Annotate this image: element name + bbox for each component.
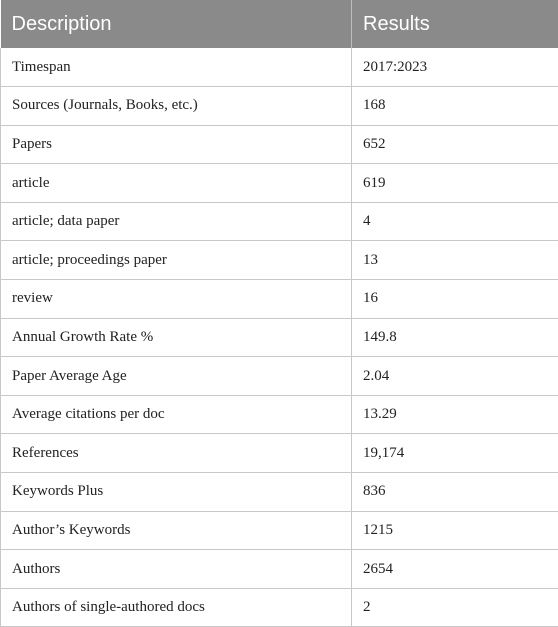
description-column-header: Description: [1, 0, 352, 48]
result-cell: 2: [352, 588, 558, 627]
description-cell: Authors of single-authored docs: [1, 588, 352, 627]
table-row: [1, 164, 558, 203]
result-cell: 13.29: [352, 395, 558, 434]
table-row: [1, 357, 558, 396]
table-header: [1, 0, 558, 48]
result-cell: 13: [352, 241, 558, 280]
result-cell: 149.8: [352, 318, 558, 357]
description-cell: Papers: [1, 125, 352, 164]
result-cell: 836: [352, 473, 558, 512]
description-cell: Sources (Journals, Books, etc.): [1, 87, 352, 126]
result-cell: 619: [352, 164, 558, 203]
description-cell: Author’s Keywords: [1, 511, 352, 550]
result-cell: 2.04: [352, 357, 558, 396]
description-cell: Authors: [1, 550, 352, 589]
header-row: [1, 0, 558, 48]
table-row: [1, 511, 558, 550]
table-row: [1, 125, 558, 164]
result-cell: 1215: [352, 511, 558, 550]
table-row: [1, 280, 558, 319]
description-cell: Timespan: [1, 48, 352, 87]
description-cell: review: [1, 280, 352, 319]
result-cell: 2654: [352, 550, 558, 589]
result-cell: 652: [352, 125, 558, 164]
table-row: [1, 434, 558, 473]
result-cell: 16: [352, 280, 558, 319]
table-row: [1, 588, 558, 627]
description-cell: article; proceedings paper: [1, 241, 352, 280]
table-row: [1, 318, 558, 357]
description-cell: Paper Average Age: [1, 357, 352, 396]
table-row: [1, 48, 558, 87]
result-cell: 19,174: [352, 434, 558, 473]
description-cell: article: [1, 164, 352, 203]
description-cell: Annual Growth Rate %: [1, 318, 352, 357]
description-cell: References: [1, 434, 352, 473]
description-cell: Average citations per doc: [1, 395, 352, 434]
result-cell: 168: [352, 87, 558, 126]
result-cell: 2017:2023: [352, 48, 558, 87]
table-row: [1, 550, 558, 589]
result-cell: 4: [352, 202, 558, 241]
table-row: [1, 241, 558, 280]
results-column-header: Results: [352, 0, 558, 48]
table-row: [1, 473, 558, 512]
table-row: [1, 87, 558, 126]
table-body: [1, 48, 558, 627]
description-cell: Keywords Plus: [1, 473, 352, 512]
description-cell: article; data paper: [1, 202, 352, 241]
table-row: [1, 202, 558, 241]
table-row: [1, 395, 558, 434]
